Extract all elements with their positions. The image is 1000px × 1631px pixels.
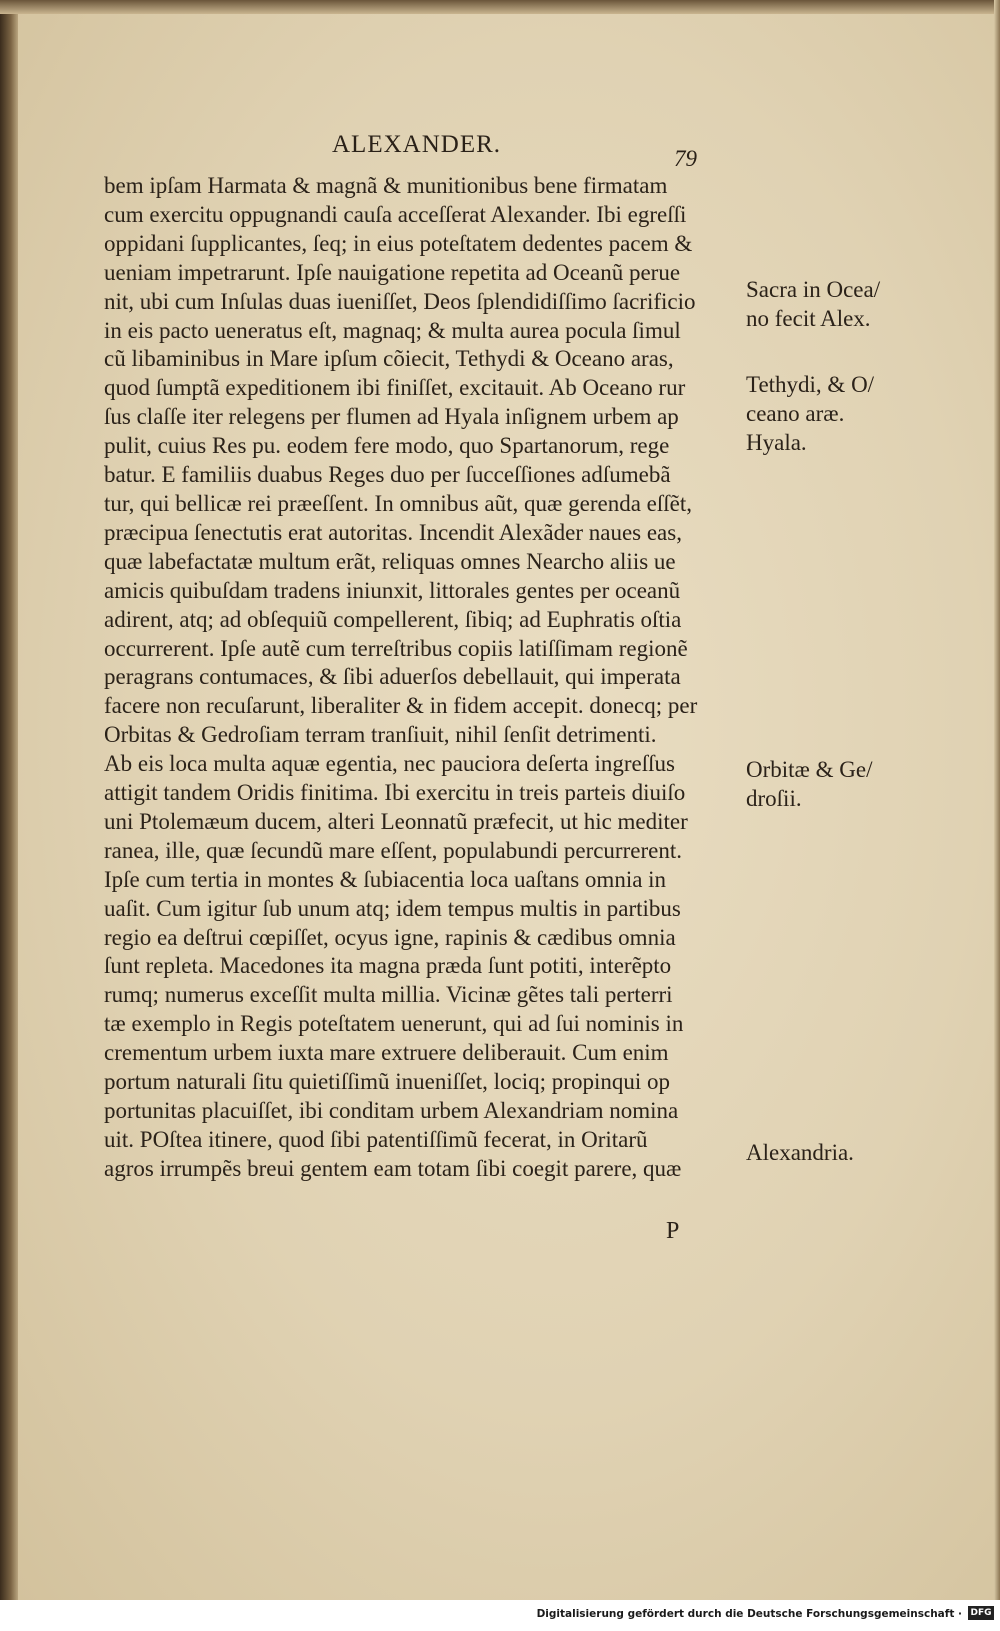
footer-strip [0, 1600, 1000, 1631]
text-line: rumq; numerus exceſſit multa millia. Vicinæ gẽtes tali perterri [104, 982, 673, 1008]
marginal-note-sacra [746, 275, 896, 333]
text-line: ſunt repleta. Macedones ita magna præda ſunt potiti, interẽpto [104, 953, 672, 979]
text-line: Ipſe cum tertia in montes & ſubiacentia loca uaſtans omnia in [104, 866, 667, 892]
text-line: pulit, cuius Res pu. eodem fere modo, quo Spartanorum, rege [104, 433, 670, 459]
funding-credit: Digitalisierung gefördert durch die Deutsche Forschungsgemeinschaft · [536, 1608, 962, 1620]
text-line: attigit tandem Oridis finitima. Ibi exercitu in treis parteis diuiſo [104, 780, 686, 806]
text-line: ueniam impetrarunt. Ipſe nauigatione repetita ad Oceanũ perue [104, 259, 681, 285]
note-line: Sacra in Ocea/ [746, 277, 881, 302]
running-head: ALEXANDER. [332, 131, 502, 158]
text-line: agros irrumpẽs breui gentem eam totam ſibi coegit parere, quæ [104, 1155, 682, 1181]
note-line: ceano aræ. [746, 401, 845, 426]
text-line: amicis quibuſdam tradens iniunxit, littorales gentes per oceanũ [104, 577, 681, 603]
text-line: portunitas placuiſſet, ibi conditam urbem Alexandriam nomina [104, 1098, 679, 1123]
page-number: 79 [674, 146, 697, 171]
note-line: Tethydi, & O/ [746, 372, 875, 397]
note-line: Alexandria. [746, 1140, 854, 1165]
text-line: nit, ubi cum Inſulas duas iueniſſet, Deos ſplendidiſſimo ſacrificio [104, 288, 696, 314]
right-edge-shadow [994, 0, 1000, 1600]
signature-mark: P [666, 1218, 680, 1244]
text-line: occurrerent. Ipſe autẽ cum terreſtribus copiis latiſſimam regionẽ [104, 635, 688, 661]
text-line: Orbitas & Gedroſiam terram tranſiuit, nihil ſenſit detrimenti. [104, 722, 657, 748]
top-edge-shadow [0, 0, 1000, 14]
text-line: præcipua ſenectutis erat autoritas. Incendit Alexãder naues eas, [104, 519, 682, 545]
text-line: cum exercitu oppugnandi cauſa acceſſerat Alexander. Ibi egreſſi [104, 201, 687, 227]
text-line: uaſit. Cum igitur ſub unum atq; idem tempus multis in partibus [104, 895, 681, 921]
text-line: facere non recuſarunt, liberaliter & in fidem accepit. donecq; per [104, 693, 698, 719]
text-line: portum naturali ſitu quietiſſimũ inueniſſet, lociq; propinqui op [104, 1069, 670, 1095]
dfg-logo: DFG [968, 1606, 994, 1620]
marginal-note-tethydi [746, 370, 896, 457]
note-line: Hyala. [746, 430, 807, 455]
text-line: ranea, ille, quæ ſecundũ mare eſſent, populabundi percurrerent. [104, 837, 682, 863]
text-line: Ab eis loca multa aquæ egentia, nec pauciora deſerta ingreſſus [104, 751, 675, 777]
text-line: bem ipſam Harmata & magnã & munitionibus bene firmatam [104, 173, 668, 198]
text-line: regio ea deſtrui cœpiſſet, ocyus igne, rapinis & cædibus omnia [104, 924, 676, 950]
note-line: Orbitæ & Ge/ [746, 757, 873, 782]
text-line: peragrans contumaces, & ſibi aduerſos debellauit, qui imperata [104, 664, 681, 690]
text-line: adirent, atq; ad obſequiũ compellerent, ſibiq; ad Euphratis oſtia [104, 606, 682, 632]
text-line: tæ exemplo in Regis poteſtatem uenerunt, qui ad ſui nominis in [104, 1011, 684, 1037]
text-line: ſus claſſe iter relegens per flumen ad Hyala inſignem urbem ap [104, 404, 679, 430]
text-line: cũ libaminibus in Mare ipſum cõiecit, Tethydi & Oceano aras, [104, 346, 674, 372]
text-line: crementum urbem iuxta mare extruere deliberauit. Cum enim [104, 1040, 669, 1066]
text-line: oppidani ſupplicantes, ſeq; in eius poteſtatem dedentes pacem & [104, 230, 693, 256]
body-text [104, 172, 744, 1184]
text-line: tur, qui bellicæ rei præeſſent. In omnibus aũt, quæ gerenda eſſẽt, [104, 490, 692, 516]
note-line: no fecit Alex. [746, 306, 871, 331]
text-line: in eis pacto ueneratus eſt, magnaq; & multa aurea pocula ſimul [104, 317, 681, 343]
text-line: batur. E familiis duabus Reges duo per ſucceſſiones adſumebã [104, 462, 671, 488]
marginal-note-orbitae [746, 755, 896, 813]
note-line: droſii. [746, 786, 802, 811]
text-line: quæ labefactatæ multum erãt, reliquas omnes Nearcho aliis ue [104, 548, 676, 574]
text-line: quod ſumptã expeditionem ibi finiſſet, excitauit. Ab Oceano rur [104, 375, 686, 401]
text-line: uni Ptolemæum ducem, alteri Leonnatũ præfecit, ut hic mediter [104, 808, 688, 834]
text-line: uit. POſtea itinere, quod ſibi patentiſſimũ fecerat, in Oritarũ [104, 1126, 648, 1152]
marginal-note-alexandria [746, 1138, 896, 1167]
book-spine-shadow [0, 0, 18, 1600]
